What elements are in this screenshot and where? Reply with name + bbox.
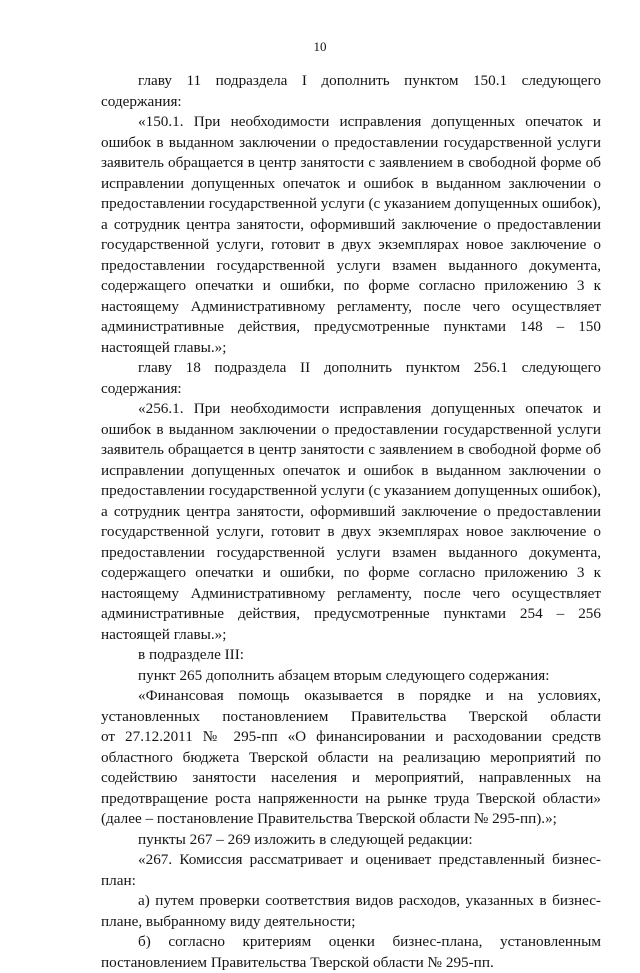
text-line: исправлении допущенных опечаток и ошибок в выданном заключении о bbox=[101, 461, 601, 482]
text-line: настоящему Административному регламенту, после чего осуществляет bbox=[101, 297, 601, 318]
text-line: постановлением Правительства Тверской области № 295-пп. bbox=[101, 953, 601, 973]
text-line: содержания: bbox=[101, 379, 601, 400]
text-line: главу 18 подраздела II дополнить пунктом 256.1 следующего bbox=[101, 358, 601, 379]
text-line: предоставлении государственной услуги взамен выданного документа, bbox=[101, 256, 601, 277]
text-line: заявитель обращается в центр занятости с заявлением в свободной форме об bbox=[101, 153, 601, 174]
text-line: б) согласно критериям оценки бизнес-плана, установленным bbox=[101, 932, 601, 953]
text-line: предотвращение роста напряженности на рынке труда Тверской области» bbox=[101, 789, 601, 810]
text-line: «256.1. При необходимости исправления допущенных опечаток и bbox=[101, 399, 601, 420]
text-line: государственной услуги, готовит в двух экземплярах новое заключение о bbox=[101, 522, 601, 543]
text-line: от 27.12.2011 № 295-пп «О финансировании и расходовании средств bbox=[101, 727, 601, 748]
text-line: настоящему Административному регламенту, после чего осуществляет bbox=[101, 584, 601, 605]
text-line: а сотрудник центра занятости, оформивший заключение о предоставлении bbox=[101, 502, 601, 523]
text-line: предоставлении государственной услуги взамен выданного документа, bbox=[101, 543, 601, 564]
page-number: 10 bbox=[0, 39, 640, 55]
text-line: содействию занятости населения и мероприятий, направленных на bbox=[101, 768, 601, 789]
text-line: административные действия, предусмотренные пунктами 254 – 256 bbox=[101, 604, 601, 625]
text-line: административные действия, предусмотренные пунктами 148 – 150 bbox=[101, 317, 601, 338]
text-line: исправлении допущенных опечаток и ошибок в выданном заключении о bbox=[101, 174, 601, 195]
text-line: содержащего опечатки и ошибки, по форме согласно приложению 3 к bbox=[101, 276, 601, 297]
text-line: ошибок в выданном заключении о предоставлении государственной услуги bbox=[101, 420, 601, 441]
text-line: «Финансовая помощь оказывается в порядке и на условиях, bbox=[101, 686, 601, 707]
text-line: плане, выбранному виду деятельности; bbox=[101, 912, 601, 933]
text-line: а сотрудник центра занятости, оформивший заключение о предоставлении bbox=[101, 215, 601, 236]
text-line: областного бюджета Тверской области на реализацию мероприятий по bbox=[101, 748, 601, 769]
text-line: настоящей главы.»; bbox=[101, 338, 601, 359]
text-line: установленных постановлением Правительства Тверской области bbox=[101, 707, 601, 728]
text-line: содержания: bbox=[101, 92, 601, 113]
text-line: главу 11 подраздела I дополнить пунктом 150.1 следующего bbox=[101, 71, 601, 92]
text-line: «267. Комиссия рассматривает и оценивает представленный бизнес- bbox=[101, 850, 601, 871]
text-line: пункты 267 – 269 изложить в следующей редакции: bbox=[101, 830, 601, 851]
text-line: заявитель обращается в центр занятости с заявлением в свободной форме об bbox=[101, 440, 601, 461]
text-line: пункт 265 дополнить абзацем вторым следующего содержания: bbox=[101, 666, 601, 687]
text-line: содержащего опечатки и ошибки, по форме согласно приложению 3 к bbox=[101, 563, 601, 584]
text-line: план: bbox=[101, 871, 601, 892]
text-line: предоставлении государственной услуги (с указанием допущенных ошибок), bbox=[101, 481, 601, 502]
text-line: «150.1. При необходимости исправления допущенных опечаток и bbox=[101, 112, 601, 133]
text-line: а) путем проверки соответствия видов расходов, указанных в бизнес- bbox=[101, 891, 601, 912]
text-line: государственной услуги, готовит в двух экземплярах новое заключение о bbox=[101, 235, 601, 256]
text-line: (далее – постановление Правительства Тверской области № 295-пп).»; bbox=[101, 809, 601, 830]
text-line: предоставлении государственной услуги (с указанием допущенных ошибок), bbox=[101, 194, 601, 215]
document-body bbox=[101, 71, 601, 973]
text-line: ошибок в выданном заключении о предоставлении государственной услуги bbox=[101, 133, 601, 154]
text-line: в подразделе III: bbox=[101, 645, 601, 666]
text-line: настоящей главы.»; bbox=[101, 625, 601, 646]
